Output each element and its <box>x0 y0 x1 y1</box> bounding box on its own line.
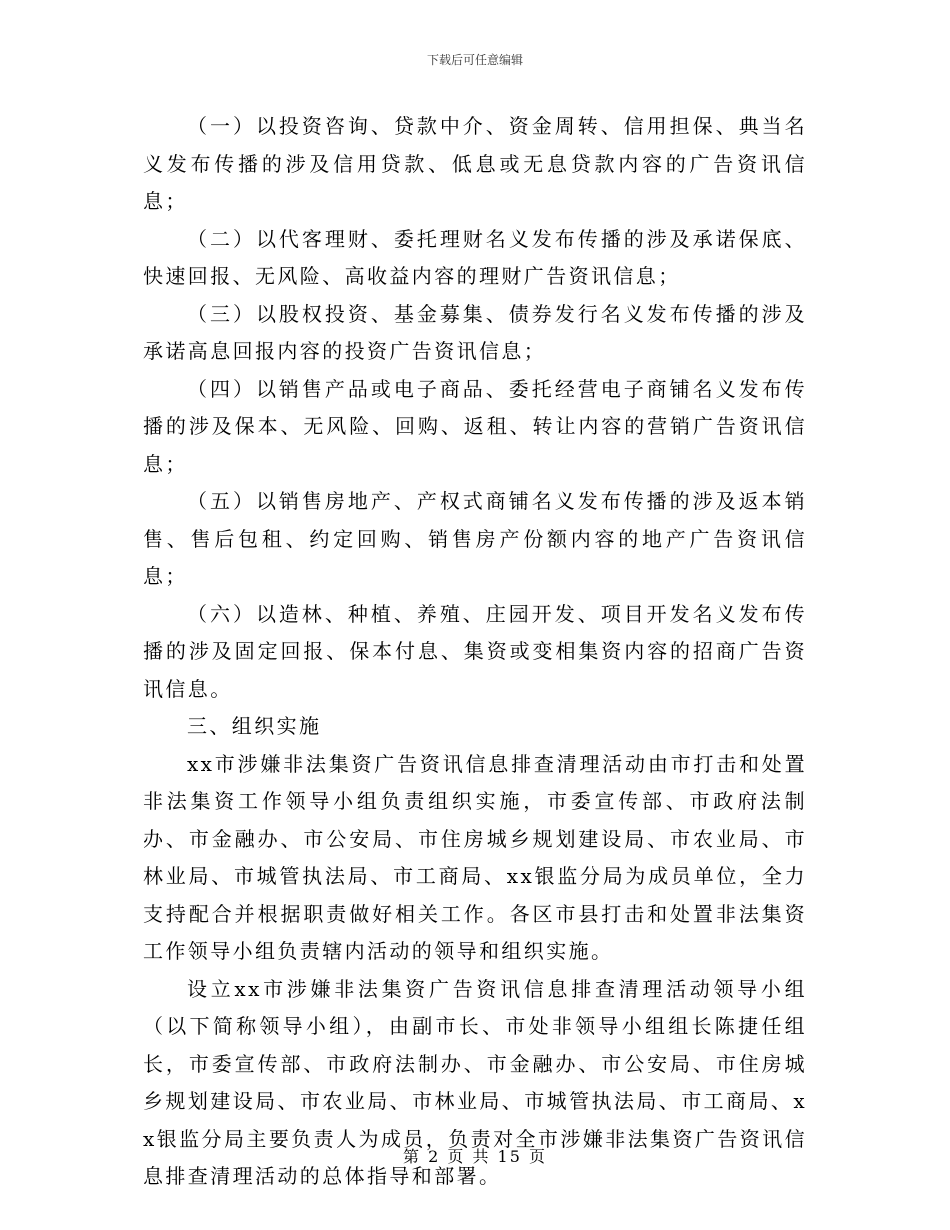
paragraph-item-5: （五）以销售房地产、产权式商铺名义发布传播的涉及返本销售、售后包租、约定回购、销售房产份额内容的地产广告资讯信息； <box>143 489 807 588</box>
document-body <box>143 108 807 1196</box>
paragraph-item-6: （六）以造林、种植、养殖、庄园开发、项目开发名义发布传播的涉及固定回报、保本付息、集资或变相集资内容的招商广告资讯信息。 <box>143 601 807 701</box>
page-header: 下载后可任意编辑 <box>426 53 523 67</box>
paragraph-item-3: （三）以股权投资、基金募集、债券发行名义发布传播的涉及承诺高息回报内容的投资广告资讯信息； <box>143 301 807 363</box>
paragraph-item-4: （四）以销售产品或电子商品、委托经营电子商铺名义发布传播的涉及保本、无风险、回购、返租、转让内容的营销广告资讯信息； <box>143 376 807 476</box>
paragraph-item-1: （一）以投资咨询、贷款中介、资金周转、信用担保、典当名义发布传播的涉及信用贷款、低息或无息贷款内容的广告资讯信息； <box>143 114 807 213</box>
section-heading: 三、组织实施 <box>187 714 322 738</box>
paragraph-leading-group: 设立xx市涉嫌非法集资广告资讯信息排查清理活动领导小组（以下简称领导小组），由副市长、市处非领导小组组长陈捷任组长，市委宣传部、市政府法制办、市金融办、市公安局、市住房城乡规划建设局、市农业局、市林业局、市城管执法局、市工商局、xx银监分局主要负责人为成员，负责对全市涉嫌非法集资广告资讯信息排查清理活动的总体指导和部署。 <box>143 976 807 1188</box>
paragraph-organization: xx市涉嫌非法集资广告资讯信息排查清理活动由市打击和处置非法集资工作领导小组负责组织实施，市委宣传部、市政府法制办、市金融办、市公安局、市住房城乡规划建设局、市农业局、市林业局、市城管执法局、市工商局、xx银监分局为成员单位，全力支持配合并根据职责做好相关工作。各区市县打击和处置非法集资工作领导小组负责辖内活动的领导和组织实施。 <box>143 751 807 963</box>
page-number-footer: 第 2 页 共 15 页 <box>403 1147 547 1166</box>
paragraph-item-2: （二）以代客理财、委托理财名义发布传播的涉及承诺保底、快速回报、无风险、高收益内容的理财广告资讯信息； <box>143 226 807 288</box>
